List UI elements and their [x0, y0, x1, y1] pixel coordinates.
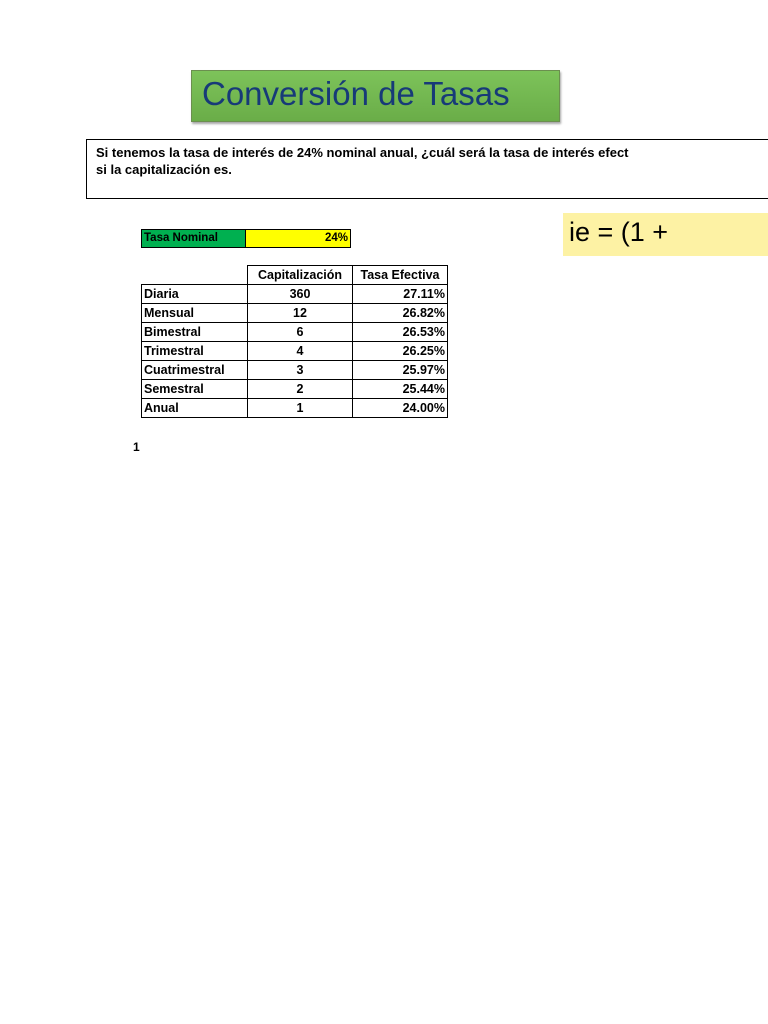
- row-effective-rate: 26.25%: [353, 342, 448, 361]
- table-row: [142, 323, 448, 342]
- table-row: [142, 399, 448, 418]
- row-capitalization[interactable]: 12: [248, 304, 353, 323]
- row-effective-rate: 25.97%: [353, 361, 448, 380]
- table-row: [142, 304, 448, 323]
- row-effective-rate: 27.11%: [353, 285, 448, 304]
- table-row: [142, 380, 448, 399]
- rates-table: [141, 265, 448, 418]
- row-capitalization[interactable]: 1: [248, 399, 353, 418]
- row-label: Semestral: [142, 380, 248, 399]
- row-capitalization[interactable]: 4: [248, 342, 353, 361]
- header-effective-rate: Tasa Efectiva: [353, 266, 448, 285]
- row-label: Mensual: [142, 304, 248, 323]
- table-row: [142, 361, 448, 380]
- page-title: Conversión de Tasas: [202, 75, 510, 112]
- nominal-rate-value[interactable]: 24%: [246, 229, 351, 248]
- header-blank: [142, 266, 248, 285]
- nominal-rate-label: Tasa Nominal: [141, 229, 246, 248]
- row-label: Cuatrimestral: [142, 361, 248, 380]
- question-box: [86, 139, 768, 199]
- row-label: Anual: [142, 399, 248, 418]
- table-row: [142, 285, 448, 304]
- row-capitalization[interactable]: 360: [248, 285, 353, 304]
- table-header-row: [142, 266, 448, 285]
- row-capitalization[interactable]: 6: [248, 323, 353, 342]
- row-label: Diaria: [142, 285, 248, 304]
- formula-text: ie = (1 +: [569, 217, 669, 247]
- row-effective-rate: 26.53%: [353, 323, 448, 342]
- row-label: Bimestral: [142, 323, 248, 342]
- row-effective-rate: 24.00%: [353, 399, 448, 418]
- row-label: Trimestral: [142, 342, 248, 361]
- row-capitalization[interactable]: 2: [248, 380, 353, 399]
- row-effective-rate: 25.44%: [353, 380, 448, 399]
- question-line-2: si la capitalización es.: [96, 162, 232, 177]
- table-row: [142, 342, 448, 361]
- row-effective-rate: 26.82%: [353, 304, 448, 323]
- title-banner: [191, 70, 560, 122]
- page-number: 1: [133, 440, 140, 454]
- question-line-1: Si tenemos la tasa de interés de 24% nominal anual, ¿cuál será la tasa de interés efect: [96, 145, 629, 160]
- header-capitalization: Capitalización: [248, 266, 353, 285]
- row-capitalization[interactable]: 3: [248, 361, 353, 380]
- formula-box: [563, 213, 768, 256]
